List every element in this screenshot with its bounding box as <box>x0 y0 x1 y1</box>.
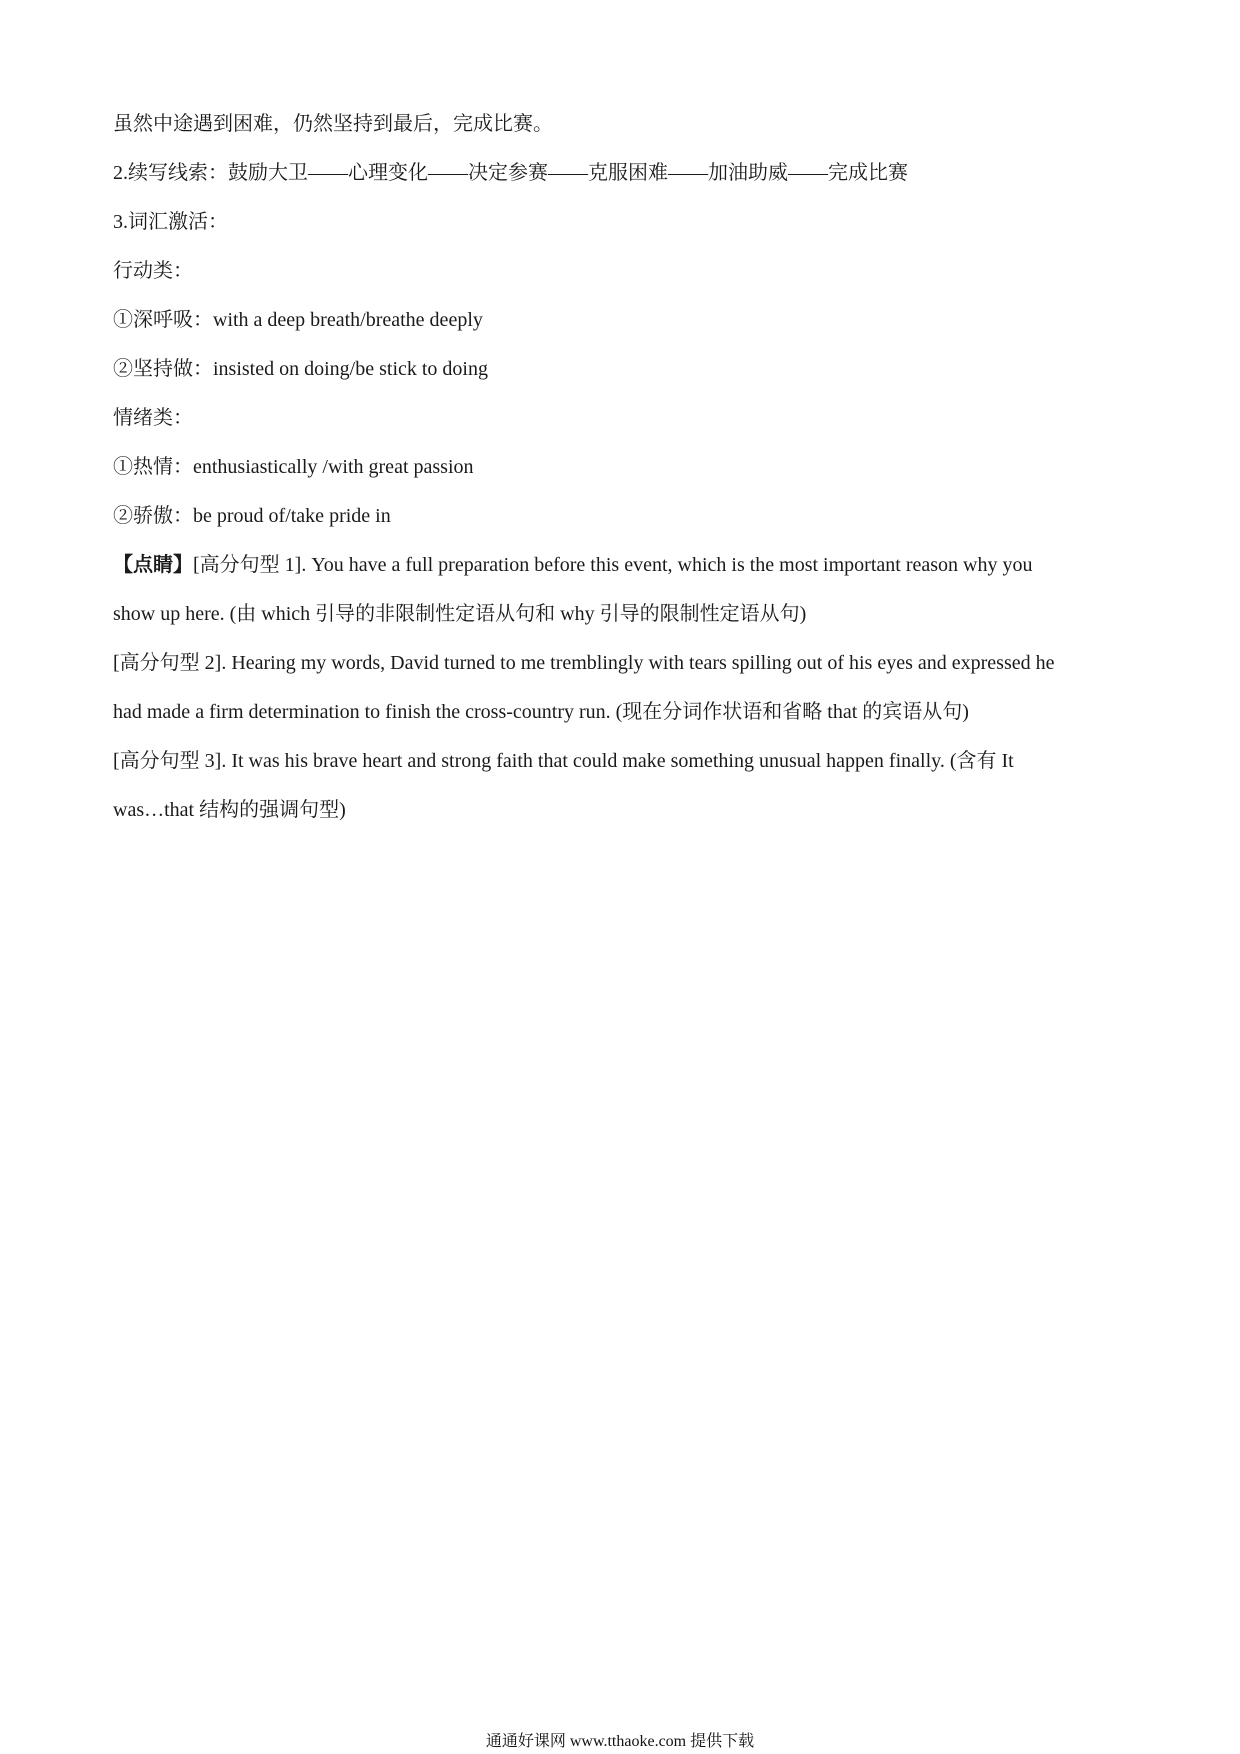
text-line: was…that 结构的强调句型) <box>113 799 346 821</box>
highlight-label: 【点睛】 <box>113 554 193 576</box>
document-body <box>113 100 1128 835</box>
page-footer: 通通好课网 www.tthaoke.com 提供下载 <box>485 1733 755 1750</box>
vocab-item: ②骄傲：be proud of/take pride in <box>113 505 391 527</box>
highlight-sentence-3: [高分句型 3]. It was his brave heart and strong faith that could make something unusual happen finally. (含有 It <box>113 750 1014 772</box>
vocab-item: ②坚持做：insisted on doing/be stick to doing <box>113 358 488 380</box>
emotion-category-heading: 情绪类： <box>113 407 193 429</box>
sentence-text: [高分句型 1]. You have a full preparation before this event, which is the most important reason why you <box>193 554 1033 576</box>
text-line: 虽然中途遇到困难，仍然坚持到最后，完成比赛。 <box>113 113 553 135</box>
vocab-item: ①热情：enthusiastically /with great passion <box>113 456 474 478</box>
vocab-item: ①深呼吸：with a deep breath/breathe deeply <box>113 309 483 331</box>
writing-clues-line: 2.续写线索：鼓励大卫——心理变化——决定参赛——克服困难——加油助威——完成比赛 <box>113 162 908 184</box>
action-category-heading: 行动类： <box>113 260 193 282</box>
highlight-sentence-2: [高分句型 2]. Hearing my words, David turned to me tremblingly with tears spilling out of his eyes and expressed he <box>113 652 1055 674</box>
vocabulary-heading: 3.词汇激活： <box>113 211 228 233</box>
highlight-sentence-1 <box>113 541 1128 590</box>
text-line: had made a firm determination to finish the cross-country run. (现在分词作状语和省略 that 的宾语从句) <box>113 701 969 723</box>
text-line: show up here. (由 which 引导的非限制性定语从句和 why 引导的限制性定语从句) <box>113 603 807 625</box>
